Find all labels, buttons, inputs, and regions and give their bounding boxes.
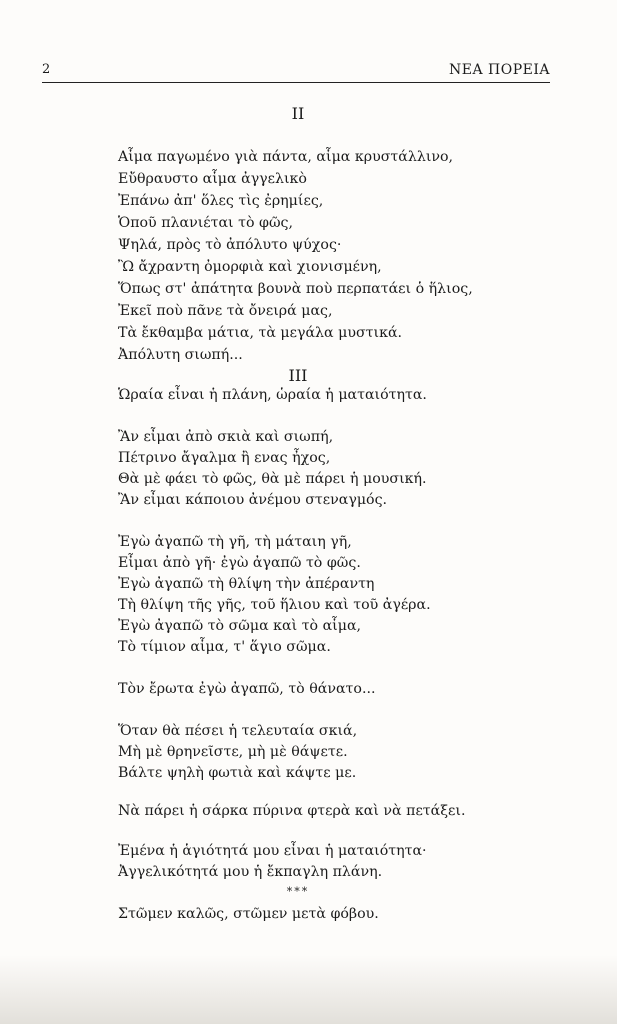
poem-line: Θὰ μὲ φάει τὸ φῶς, θὰ μὲ πάρει ἡ μουσική. (118, 471, 427, 487)
section-ornament: *** (286, 885, 310, 898)
poem-line: Νὰ πάρει ἡ σάρκα πύρινα φτερὰ καὶ νὰ πετάξει. (118, 803, 466, 819)
closing-line: Στῶμεν καλῶς, στῶμεν μετὰ φόβου. (118, 906, 379, 922)
section-heading-2: II (291, 104, 305, 123)
poem-line: Ψηλά, πρὸς τὸ ἀπόλυτο ψύχος· (118, 237, 342, 253)
poem-line: Εὔθραυστο αἷμα ἀγγελικὸ (118, 171, 307, 187)
section-heading-3: III (288, 366, 308, 385)
poem-line: Ὢ ἄχραντη ὀμορφιὰ καὶ χιονισμένη, (118, 259, 382, 275)
poem-line: Βάλτε ψηλὴ φωτιὰ καὶ κάψτε με. (118, 765, 357, 781)
poem-line: Ἐμένα ἡ ἁγιότητά μου εἶναι ἡ ματαιότητα· (118, 843, 427, 859)
page-number: 2 (42, 62, 51, 77)
poem-line: Ἐπάνω ἀπ' ὅλες τὶς ἐρημίες, (118, 193, 324, 209)
poem-line: Ἂν εἶμαι κάποιου ἀνέμου στεναγμός. (118, 492, 388, 508)
poem-line: Ἀγγελικότητά μου ἡ ἔκπαγλη πλάνη. (118, 864, 383, 880)
poem-line: Αἷμα παγωμένο γιὰ πάντα, αἷμα κρυστάλλινο, (118, 149, 454, 165)
poem-line: Ὅπως στ' ἀπάτητα βουνὰ ποὺ περπατάει ὁ ἥλιος, (118, 281, 473, 297)
poem-line: Τὸ τίμιον αἷμα, τ' ἅγιο σῶμα. (118, 639, 331, 655)
poem-line: Ὁποῦ πλανιέται τὸ φῶς, (118, 215, 293, 231)
poem-line: Ἀπόλυτη σιωπή... (118, 347, 243, 363)
poem-line: Ὡραία εἶναι ἡ πλάνη, ὡραία ἡ ματαιότητα. (118, 387, 427, 403)
poem-line: Τὴ θλίψη τῆς γῆς, τοῦ ἥλιου καὶ τοῦ ἀγέρα. (118, 597, 431, 613)
poem-line: Πέτρινο ἄγαλμα ἢ ενας ἦχος, (118, 450, 331, 466)
poem-line: Ὅταν θὰ πέσει ἡ τελευταία σκιά, (118, 723, 358, 739)
poem-line: Ἐκεῖ ποὺ πᾶνε τὰ ὄνειρά μας, (118, 303, 333, 319)
poem-line: Μὴ μὲ θρηνεῖστε, μὴ μὲ θάψετε. (118, 744, 348, 760)
poem-line: Τὰ ἔκθαμβα μάτια, τὰ μεγάλα μυστικά. (118, 325, 403, 341)
poem-line: Ἐγὼ ἀγαπῶ τὸ σῶμα καὶ τὸ αἷμα, (118, 618, 362, 634)
poem-line: Εἶμαι ἀπὸ γῆ· ἐγὼ ἀγαπῶ τὸ φῶς. (118, 555, 361, 571)
page-stain (0, 955, 617, 1024)
poem-line: Ἐγὼ ἀγαπῶ τὴ γῆ, τὴ μάταιη γῆ, (118, 534, 352, 550)
poem-line: Ἂν εἶμαι ἀπὸ σκιὰ καὶ σιωπή, (118, 429, 334, 445)
poem-line: Τὸν ἔρωτα ἐγὼ ἀγαπῶ, τὸ θάνατο... (118, 681, 376, 697)
running-title: ΝΕΑ ΠΟΡΕΙΑ (449, 62, 550, 78)
page-header (42, 60, 550, 83)
poem-line: Ἐγὼ ἀγαπῶ τὴ θλίψη τὴν ἀπέραντη (118, 576, 375, 592)
